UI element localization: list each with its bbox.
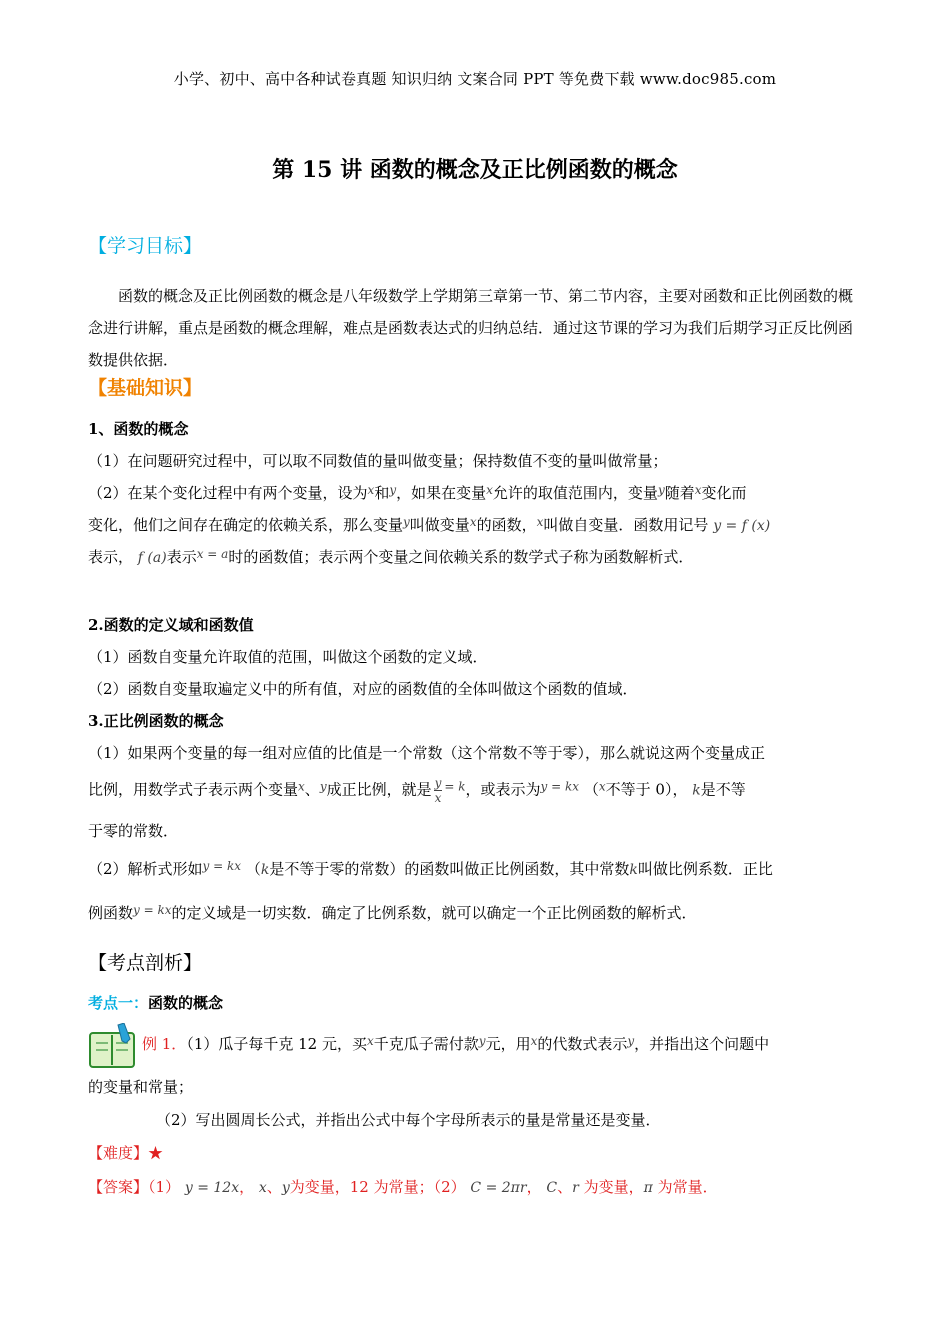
math-xeqa: x = a: [196, 547, 229, 561]
s1-p2-text: ，如果在变量: [396, 484, 487, 502]
example-q1-text: （1）瓜子每千克 12 元，买: [186, 1035, 367, 1053]
s1-p2-text: （2）在某个变化过程中有两个变量，设为: [88, 484, 368, 502]
answer-label: 【答案】: [88, 1178, 149, 1196]
s1-p4-text: 时的函数值；表示两个变量之间依赖关系的数学式子称为函数解析式．: [228, 548, 694, 566]
s3-p4-text: （2）解析式形如: [88, 860, 203, 878]
s1-p4: [88, 546, 868, 567]
s1-p4-text: 表示: [166, 548, 197, 566]
answer-text: 、: [557, 1178, 573, 1196]
example-q1-line2: 的变量和常量；: [88, 1078, 194, 1096]
math-k: k: [692, 782, 701, 799]
example-label: 例 1．: [142, 1035, 187, 1053]
math-y12x: y = 12x: [184, 1180, 240, 1196]
math-ykx: y = kx: [133, 903, 172, 917]
fraction-denominator: x: [434, 791, 442, 805]
math-y: y: [657, 483, 665, 497]
s3-p3: 于零的常数．: [88, 822, 179, 840]
math-y: y: [319, 779, 327, 794]
math-k: k: [260, 862, 270, 878]
s3-p2-text: 、: [304, 780, 320, 799]
math-k: k: [629, 862, 638, 878]
s3-p2-text: （: [583, 780, 599, 799]
math-x: x: [469, 515, 477, 529]
math-C: C: [546, 1180, 558, 1196]
math-ykx: y = kx: [202, 859, 242, 873]
s3-p2-text: ，或表示为: [465, 780, 541, 799]
answer-text: 为变量，: [583, 1178, 644, 1196]
math-eq-k: = k: [444, 779, 466, 794]
math-x: x: [530, 1034, 538, 1048]
math-y: y: [403, 515, 410, 529]
s1-p2: [88, 482, 868, 503]
s3-p4-text: （: [245, 860, 261, 878]
s1-p2-text: 允许的取值范围内，变量: [492, 484, 658, 502]
math-yfx: y = f (x): [713, 518, 771, 534]
s1-p4-text: 表示，: [88, 548, 134, 566]
example-q1-text: ，并指出这个问题中: [634, 1035, 770, 1053]
basics-heading: 【基础知识】: [88, 377, 203, 399]
s3-p2-text: 比例，用数学式子表示两个变量: [88, 780, 299, 799]
math-x: x: [694, 483, 702, 497]
math-ykx: y = kx: [540, 779, 580, 794]
s3-p1: （1）如果两个变量的每一组对应值的比值是一个常数（这个常数不等于零），那么就说这两个变量成正: [88, 744, 766, 762]
s1-p1: （1）在问题研究过程中，可以取不同数值的量叫做变量；保持数值不变的量叫做常量；: [88, 452, 668, 470]
s1-p3-text: 的函数，: [476, 516, 537, 534]
s1-title: 1、函数的概念: [88, 420, 189, 438]
star-icon: ★: [148, 1144, 164, 1162]
kaodian-title: 函数的概念: [148, 994, 224, 1012]
s3-p2-text: 成正比例，就是: [326, 780, 432, 799]
s1-p2-text: 随着: [664, 484, 695, 502]
fraction-numerator: y: [434, 776, 442, 790]
s1-p2-text: 和: [374, 484, 390, 502]
example-q2: （2）写出圆周长公式，并指出公式中每个字母所表示的量是常量还是变量．: [156, 1111, 661, 1129]
math-x: x: [366, 1034, 374, 1048]
difficulty-label: 【难度】: [88, 1144, 149, 1162]
s1-p3-text: 叫做自变量．函数用记号: [543, 516, 709, 534]
example-q1-text: 的代数式表示: [537, 1035, 628, 1053]
s3-p4: [88, 858, 868, 879]
s1-p3-text: 变化，他们之间存在确定的依赖关系，那么变量: [88, 516, 404, 534]
kaodian-label: 考点一：: [88, 994, 149, 1012]
s1-p3: [88, 514, 868, 535]
math-x: x: [298, 779, 305, 794]
answer-text: （1）: [148, 1178, 181, 1196]
goal-heading: 【学习目标】: [88, 235, 203, 257]
s3-p5-text: 的定义域是一切实数．确定了比例系数，就可以确定一个正比例函数的解析式．: [171, 904, 697, 922]
answer-text: ，: [239, 1178, 255, 1196]
goal-paragraph: 函数的概念及正比例函数的概念是八年级数学上学期第三章第一节、第二节内容，主要对函数和正比例函数的概念进行讲解，重点是函数的概念理解，难点是函数表达式的归纳总结．通过这节课的学习为我们后期学习正反比例函数提供依据．: [88, 287, 854, 369]
answer-text: ，: [526, 1178, 542, 1196]
s2-title: 2.函数的定义域和函数值: [88, 616, 254, 634]
example-q1-text: 元，用: [485, 1035, 531, 1053]
math-fraction: [434, 776, 443, 805]
s2-p2: （2）函数自变量取遍定义中的所有值，对应的函数值的全体叫做这个函数的值域．: [88, 680, 638, 698]
example-q1-line1: [142, 1033, 866, 1054]
book-pencil-icon: [88, 1023, 138, 1069]
math-x: x: [486, 483, 493, 497]
math-fa: f (a): [137, 550, 167, 566]
answer-text: 、: [266, 1178, 282, 1196]
s1-p3-text: 叫做变量: [409, 516, 470, 534]
math-y: y: [478, 1034, 486, 1048]
s3-p5-text: 例函数: [88, 904, 134, 922]
math-x: x: [598, 779, 606, 794]
s3-p4-text: 是不等于零的常数）的函数叫做正比例函数，其中常数: [269, 860, 630, 878]
math-y: y: [627, 1034, 635, 1048]
s3-p2: [88, 776, 868, 805]
difficulty-line: [88, 1142, 868, 1163]
answer-text: 为变量，12 为常量；（2）: [289, 1178, 466, 1196]
analysis-heading: 【考点剖析】: [88, 952, 203, 974]
example-q1-text: 千克瓜子需付款: [373, 1035, 479, 1053]
page-header: 小学、初中、高中各种试卷真题 知识归纳 文案合同 PPT 等免费下载 www.doc985.com: [173, 70, 777, 88]
math-x: x: [367, 483, 375, 497]
kaodian-line: [88, 992, 868, 1013]
answer-text: 为常量．: [657, 1178, 718, 1196]
s1-p2-text: 变化而: [701, 484, 747, 502]
math-x: x: [258, 1180, 267, 1196]
s3-p2-text: 不等于 0），: [605, 780, 688, 799]
page-title: 第 15 讲 函数的概念及正比例函数的概念: [272, 157, 678, 183]
math-pi: π: [643, 1180, 653, 1196]
s3-p5: [88, 902, 868, 923]
math-x: x: [536, 515, 544, 529]
answer-line: [88, 1176, 868, 1197]
s3-title: 3.正比例函数的概念: [88, 712, 224, 730]
math-c2pir: C = 2πr: [470, 1180, 527, 1196]
math-y: y: [389, 483, 397, 497]
math-y: y: [281, 1180, 290, 1196]
s3-p2-text: 是不等: [700, 780, 746, 799]
s2-p1: （1）函数自变量允许取值的范围，叫做这个函数的定义域．: [88, 648, 488, 666]
s3-p4-text: 叫做比例系数．正比: [637, 860, 773, 878]
math-r: r: [572, 1180, 579, 1196]
